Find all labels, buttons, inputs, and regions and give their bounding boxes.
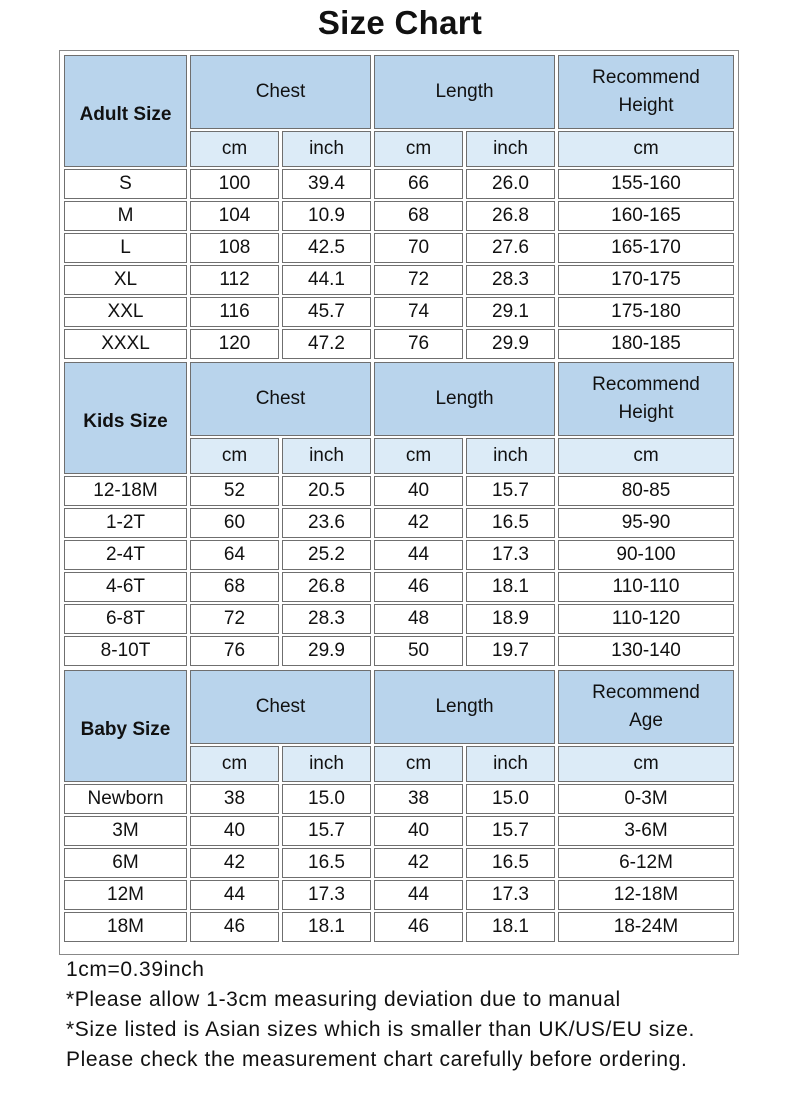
measurement-cell: 52: [190, 476, 279, 506]
measurement-cell: 16.5: [282, 848, 371, 878]
chest-header: Chest: [190, 362, 371, 436]
table-row: [64, 880, 734, 910]
measurement-cell: 18.1: [282, 912, 371, 942]
measurement-cell: 64: [190, 540, 279, 570]
recommend-header-line: Recommend: [592, 682, 700, 704]
measurement-cell: 120: [190, 329, 279, 359]
chest-header: Chest: [190, 55, 371, 129]
measurement-cell: 44: [190, 880, 279, 910]
measurement-cell: 42: [374, 848, 463, 878]
unit-cell: cm: [558, 438, 734, 474]
measurement-cell: 44: [374, 880, 463, 910]
measurement-cell: 29.9: [282, 636, 371, 666]
measurement-cell: 15.0: [466, 784, 555, 814]
table-row: [64, 636, 734, 666]
table-row: [64, 540, 734, 570]
recommend-header-line: Height: [618, 95, 674, 116]
measurement-cell: 18.9: [466, 604, 555, 634]
measurement-cell: 74: [374, 297, 463, 327]
unit-cell: cm: [374, 131, 463, 167]
table-row: [64, 297, 734, 327]
unit-cell: inch: [466, 131, 555, 167]
measurement-cell: 29.1: [466, 297, 555, 327]
measurement-cell: 20.5: [282, 476, 371, 506]
size-cell: 12-18M: [64, 476, 187, 506]
measurement-cell: 110-120: [558, 604, 734, 634]
measurement-cell: 17.3: [282, 880, 371, 910]
measurement-cell: 40: [374, 816, 463, 846]
measurement-cell: 39.4: [282, 169, 371, 199]
size-cell: 2-4T: [64, 540, 187, 570]
measurement-cell: 26.8: [282, 572, 371, 602]
table-row: [64, 572, 734, 602]
measurement-cell: 116: [190, 297, 279, 327]
measurement-cell: 70: [374, 233, 463, 263]
size-cell: XL: [64, 265, 187, 295]
table-row: [64, 848, 734, 878]
measurement-cell: 100: [190, 169, 279, 199]
size-cell: L: [64, 233, 187, 263]
size-section-label: Adult Size: [64, 55, 187, 167]
measurement-cell: 42.5: [282, 233, 371, 263]
measurement-cell: 17.3: [466, 880, 555, 910]
length-header: Length: [374, 362, 555, 436]
recommend-header-line: Recommend: [592, 374, 700, 396]
unit-cell: cm: [558, 131, 734, 167]
measurement-cell: 16.5: [466, 508, 555, 538]
header-row: [64, 670, 734, 744]
measurement-cell: 23.6: [282, 508, 371, 538]
measurement-cell: 44.1: [282, 265, 371, 295]
size-cell: S: [64, 169, 187, 199]
measurement-cell: 44: [374, 540, 463, 570]
measurement-cell: 48: [374, 604, 463, 634]
size-section-label: Baby Size: [64, 670, 187, 782]
measurement-cell: 76: [374, 329, 463, 359]
size-cell: XXXL: [64, 329, 187, 359]
unit-cell: inch: [282, 131, 371, 167]
measurement-cell: 68: [190, 572, 279, 602]
table-row: [64, 201, 734, 231]
measurement-cell: 72: [374, 265, 463, 295]
table-row: [64, 265, 734, 295]
size-table: [61, 360, 737, 668]
measurement-cell: 42: [374, 508, 463, 538]
measurement-cell: 60: [190, 508, 279, 538]
recommend-header: [558, 55, 734, 129]
size-table: [61, 53, 737, 361]
unit-cell: inch: [282, 438, 371, 474]
measurement-cell: 10.9: [282, 201, 371, 231]
measurement-cell: 0-3M: [558, 784, 734, 814]
unit-cell: cm: [190, 131, 279, 167]
measurement-cell: 130-140: [558, 636, 734, 666]
measurement-cell: 19.7: [466, 636, 555, 666]
measurement-cell: 112: [190, 265, 279, 295]
measurement-cell: 17.3: [466, 540, 555, 570]
note-check-chart: Please check the measurement chart carefully before ordering.: [66, 1048, 688, 1071]
page-title: Size Chart: [317, 4, 483, 41]
measurement-cell: 18-24M: [558, 912, 734, 942]
table-row: [64, 233, 734, 263]
measurement-cell: 29.9: [466, 329, 555, 359]
measurement-cell: 6-12M: [558, 848, 734, 878]
measurement-cell: 160-165: [558, 201, 734, 231]
measurement-cell: 46: [374, 572, 463, 602]
measurement-cell: 42: [190, 848, 279, 878]
size-cell: Newborn: [64, 784, 187, 814]
measurement-cell: 3-6M: [558, 816, 734, 846]
measurement-cell: 76: [190, 636, 279, 666]
measurement-cell: 15.7: [466, 476, 555, 506]
measurement-cell: 72: [190, 604, 279, 634]
recommend-header: [558, 362, 734, 436]
measurement-cell: 12-18M: [558, 880, 734, 910]
header-row: [64, 362, 734, 436]
measurement-cell: 155-160: [558, 169, 734, 199]
size-cell: XXL: [64, 297, 187, 327]
measurement-cell: 15.7: [466, 816, 555, 846]
size-cell: 6M: [64, 848, 187, 878]
table-row: [64, 329, 734, 359]
notes: [66, 955, 766, 1075]
measurement-cell: 40: [190, 816, 279, 846]
table-row: [64, 508, 734, 538]
header-row: [64, 55, 734, 129]
unit-cell: cm: [558, 746, 734, 782]
unit-cell: cm: [190, 746, 279, 782]
size-section-label: Kids Size: [64, 362, 187, 474]
measurement-cell: 15.0: [282, 784, 371, 814]
unit-cell: cm: [374, 438, 463, 474]
measurement-cell: 25.2: [282, 540, 371, 570]
recommend-header-line: Height: [618, 402, 674, 423]
size-cell: 6-8T: [64, 604, 187, 634]
measurement-cell: 170-175: [558, 265, 734, 295]
measurement-cell: 180-185: [558, 329, 734, 359]
table-row: [64, 784, 734, 814]
size-cell: M: [64, 201, 187, 231]
table-row: [64, 912, 734, 942]
size-cell: 12M: [64, 880, 187, 910]
measurement-cell: 47.2: [282, 329, 371, 359]
measurement-cell: 16.5: [466, 848, 555, 878]
table-row: [64, 476, 734, 506]
measurement-cell: 110-110: [558, 572, 734, 602]
measurement-cell: 46: [374, 912, 463, 942]
table-row: [64, 604, 734, 634]
measurement-cell: 28.3: [466, 265, 555, 295]
measurement-cell: 90-100: [558, 540, 734, 570]
recommend-header: [558, 670, 734, 744]
size-cell: 3M: [64, 816, 187, 846]
unit-cell: cm: [374, 746, 463, 782]
measurement-cell: 40: [374, 476, 463, 506]
note-asian-sizes: *Size listed is Asian sizes which is smaller than UK/US/EU size.: [66, 1018, 695, 1041]
recommend-header-line: Age: [629, 710, 663, 731]
measurement-cell: 26.0: [466, 169, 555, 199]
size-cell: 8-10T: [64, 636, 187, 666]
size-table: [61, 668, 737, 944]
measurement-cell: 68: [374, 201, 463, 231]
measurement-cell: 26.8: [466, 201, 555, 231]
measurement-cell: 80-85: [558, 476, 734, 506]
size-cell: 1-2T: [64, 508, 187, 538]
unit-cell: inch: [282, 746, 371, 782]
measurement-cell: 165-170: [558, 233, 734, 263]
measurement-cell: 50: [374, 636, 463, 666]
table-row: [64, 816, 734, 846]
measurement-cell: 15.7: [282, 816, 371, 846]
note-deviation: *Please allow 1-3cm measuring deviation due to manual: [66, 988, 621, 1011]
unit-cell: cm: [190, 438, 279, 474]
unit-cell: inch: [466, 438, 555, 474]
length-header: Length: [374, 670, 555, 744]
measurement-cell: 27.6: [466, 233, 555, 263]
measurement-cell: 28.3: [282, 604, 371, 634]
measurement-cell: 38: [374, 784, 463, 814]
measurement-cell: 108: [190, 233, 279, 263]
measurement-cell: 18.1: [466, 572, 555, 602]
measurement-cell: 18.1: [466, 912, 555, 942]
measurement-cell: 38: [190, 784, 279, 814]
recommend-header-line: Recommend: [592, 67, 700, 89]
measurement-cell: 104: [190, 201, 279, 231]
measurement-cell: 175-180: [558, 297, 734, 327]
measurement-cell: 95-90: [558, 508, 734, 538]
size-cell: 18M: [64, 912, 187, 942]
table-row: [64, 169, 734, 199]
chest-header: Chest: [190, 670, 371, 744]
note-conversion: 1cm=0.39inch: [66, 958, 205, 981]
length-header: Length: [374, 55, 555, 129]
measurement-cell: 45.7: [282, 297, 371, 327]
measurement-cell: 66: [374, 169, 463, 199]
size-cell: 4-6T: [64, 572, 187, 602]
measurement-cell: 46: [190, 912, 279, 942]
unit-cell: inch: [466, 746, 555, 782]
